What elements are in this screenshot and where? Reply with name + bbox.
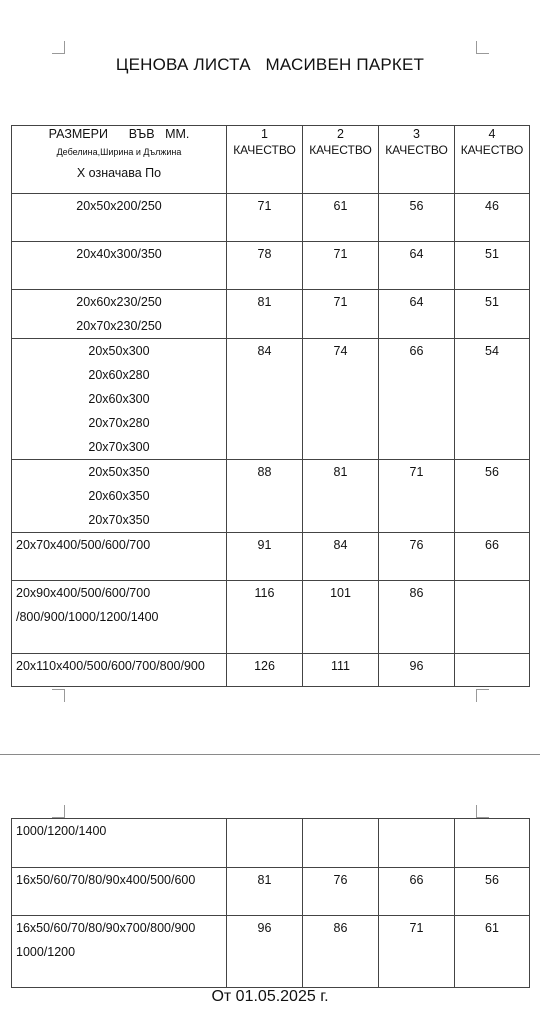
size-line: 20x70x300 <box>88 440 150 454</box>
size-line: 20x60x230/250 <box>76 295 162 309</box>
size-line: 20x70x350 <box>88 513 150 527</box>
price-cell-q1: 96 <box>227 916 303 988</box>
size-line: 20x70x280 <box>88 416 150 430</box>
table-row <box>12 654 530 687</box>
table-row <box>12 819 530 868</box>
price-cell-q1: 116 <box>227 581 303 654</box>
size-line: 20x70x400/500/600/700 <box>16 538 151 552</box>
size-line: 20x60x350 <box>88 489 150 503</box>
size-cell <box>12 916 227 988</box>
price-cell-q2: 84 <box>303 533 379 581</box>
price-cell-q4: 54 <box>455 339 530 460</box>
size-cell <box>12 290 227 339</box>
price-cell-q4 <box>455 819 530 868</box>
price-table-continued <box>11 818 530 988</box>
sizes-header-subtitle: Дебелина,Ширина и Дължина <box>56 147 182 157</box>
size-cell <box>12 819 227 868</box>
table-row <box>12 916 530 988</box>
table-row <box>12 460 530 533</box>
price-cell-q2: 111 <box>303 654 379 687</box>
price-cell-q2: 76 <box>303 868 379 916</box>
size-cell <box>12 460 227 533</box>
size-cell <box>12 868 227 916</box>
table-header-row <box>12 126 530 194</box>
price-cell-q4 <box>455 581 530 654</box>
price-cell-q1: 126 <box>227 654 303 687</box>
price-cell-q3: 56 <box>379 194 455 242</box>
price-cell-q1: 81 <box>227 290 303 339</box>
size-cell <box>12 533 227 581</box>
table-row <box>12 194 530 242</box>
price-cell-q2: 71 <box>303 242 379 290</box>
size-cell <box>12 339 227 460</box>
table-row <box>12 339 530 460</box>
size-line: 20x40x300/350 <box>76 247 162 261</box>
price-cell-q4 <box>455 654 530 687</box>
quality-header-2: 2 КАЧЕСТВО <box>303 126 379 194</box>
price-cell-q1: 81 <box>227 868 303 916</box>
price-cell-q2: 81 <box>303 460 379 533</box>
sizes-header-cell <box>12 126 227 194</box>
price-cell-q2 <box>303 819 379 868</box>
crop-mark <box>52 41 65 54</box>
page-title: ЦЕНОВА ЛИСТА МАСИВЕН ПАРКЕТ <box>115 55 425 74</box>
table-row <box>12 581 530 654</box>
price-cell-q2: 74 <box>303 339 379 460</box>
price-cell-q2: 101 <box>303 581 379 654</box>
quality-header-3: 3 КАЧЕСТВО <box>379 126 455 194</box>
crop-mark <box>52 689 65 702</box>
size-line: 20x90x400/500/600/700 <box>16 586 151 600</box>
price-table <box>11 125 530 687</box>
price-cell-q1: 84 <box>227 339 303 460</box>
price-cell-q2: 71 <box>303 290 379 339</box>
price-cell-q4: 46 <box>455 194 530 242</box>
size-line: 20x70x230/250 <box>76 319 162 333</box>
size-line: 1000/1200/1400 <box>16 824 107 838</box>
price-cell-q3: 64 <box>379 290 455 339</box>
price-cell-q4: 56 <box>455 460 530 533</box>
price-cell-q3: 71 <box>379 916 455 988</box>
price-cell-q3: 66 <box>379 868 455 916</box>
price-cell-q4: 61 <box>455 916 530 988</box>
size-cell <box>12 242 227 290</box>
price-cell-q4: 66 <box>455 533 530 581</box>
crop-mark <box>476 805 489 818</box>
size-line: /800/900/1000/1200/1400 <box>16 610 159 624</box>
table-row <box>12 290 530 339</box>
price-cell-q1: 91 <box>227 533 303 581</box>
size-line: 20x50x350 <box>88 465 150 479</box>
size-line: 1000/1200 <box>16 945 76 959</box>
price-cell-q1: 88 <box>227 460 303 533</box>
price-table-continued-body <box>12 819 530 988</box>
size-line: 16x50/60/70/80/90x700/800/900 <box>16 921 196 935</box>
price-cell-q3: 66 <box>379 339 455 460</box>
quality-header-1: 1 КАЧЕСТВО <box>227 126 303 194</box>
price-cell-q2: 86 <box>303 916 379 988</box>
crop-mark <box>52 805 65 818</box>
size-line: 20x50x300 <box>88 344 150 358</box>
price-cell-q4: 56 <box>455 868 530 916</box>
price-table-body <box>12 126 530 687</box>
price-cell-q3: 71 <box>379 460 455 533</box>
price-cell-q3: 86 <box>379 581 455 654</box>
table-row <box>12 868 530 916</box>
price-cell-q3: 76 <box>379 533 455 581</box>
price-cell-q4: 51 <box>455 290 530 339</box>
sizes-header-note: Х означава По <box>76 166 162 180</box>
price-cell-q1: 78 <box>227 242 303 290</box>
size-line: 20x110x400/500/600/700/800/900 <box>16 659 205 673</box>
price-cell-q4: 51 <box>455 242 530 290</box>
crop-mark <box>476 41 489 54</box>
size-cell <box>12 194 227 242</box>
price-cell-q3: 96 <box>379 654 455 687</box>
price-cell-q1 <box>227 819 303 868</box>
size-cell <box>12 654 227 687</box>
size-cell <box>12 581 227 654</box>
quality-header-4: 4 КАЧЕСТВО <box>455 126 530 194</box>
size-line: 20x60x280 <box>88 368 150 382</box>
price-cell-q3 <box>379 819 455 868</box>
price-cell-q3: 64 <box>379 242 455 290</box>
sizes-header-title: РАЗМЕРИ ВЪВ ММ. <box>48 127 190 141</box>
price-cell-q2: 61 <box>303 194 379 242</box>
table-row <box>12 242 530 290</box>
price-cell-q1: 71 <box>227 194 303 242</box>
effective-date: От 01.05.2025 г. <box>211 988 329 1005</box>
size-line: 20x60x300 <box>88 392 150 406</box>
table-row <box>12 533 530 581</box>
crop-mark <box>476 689 489 702</box>
size-line: 16x50/60/70/80/90x400/500/600 <box>16 873 196 887</box>
size-line: 20x50x200/250 <box>76 199 162 213</box>
